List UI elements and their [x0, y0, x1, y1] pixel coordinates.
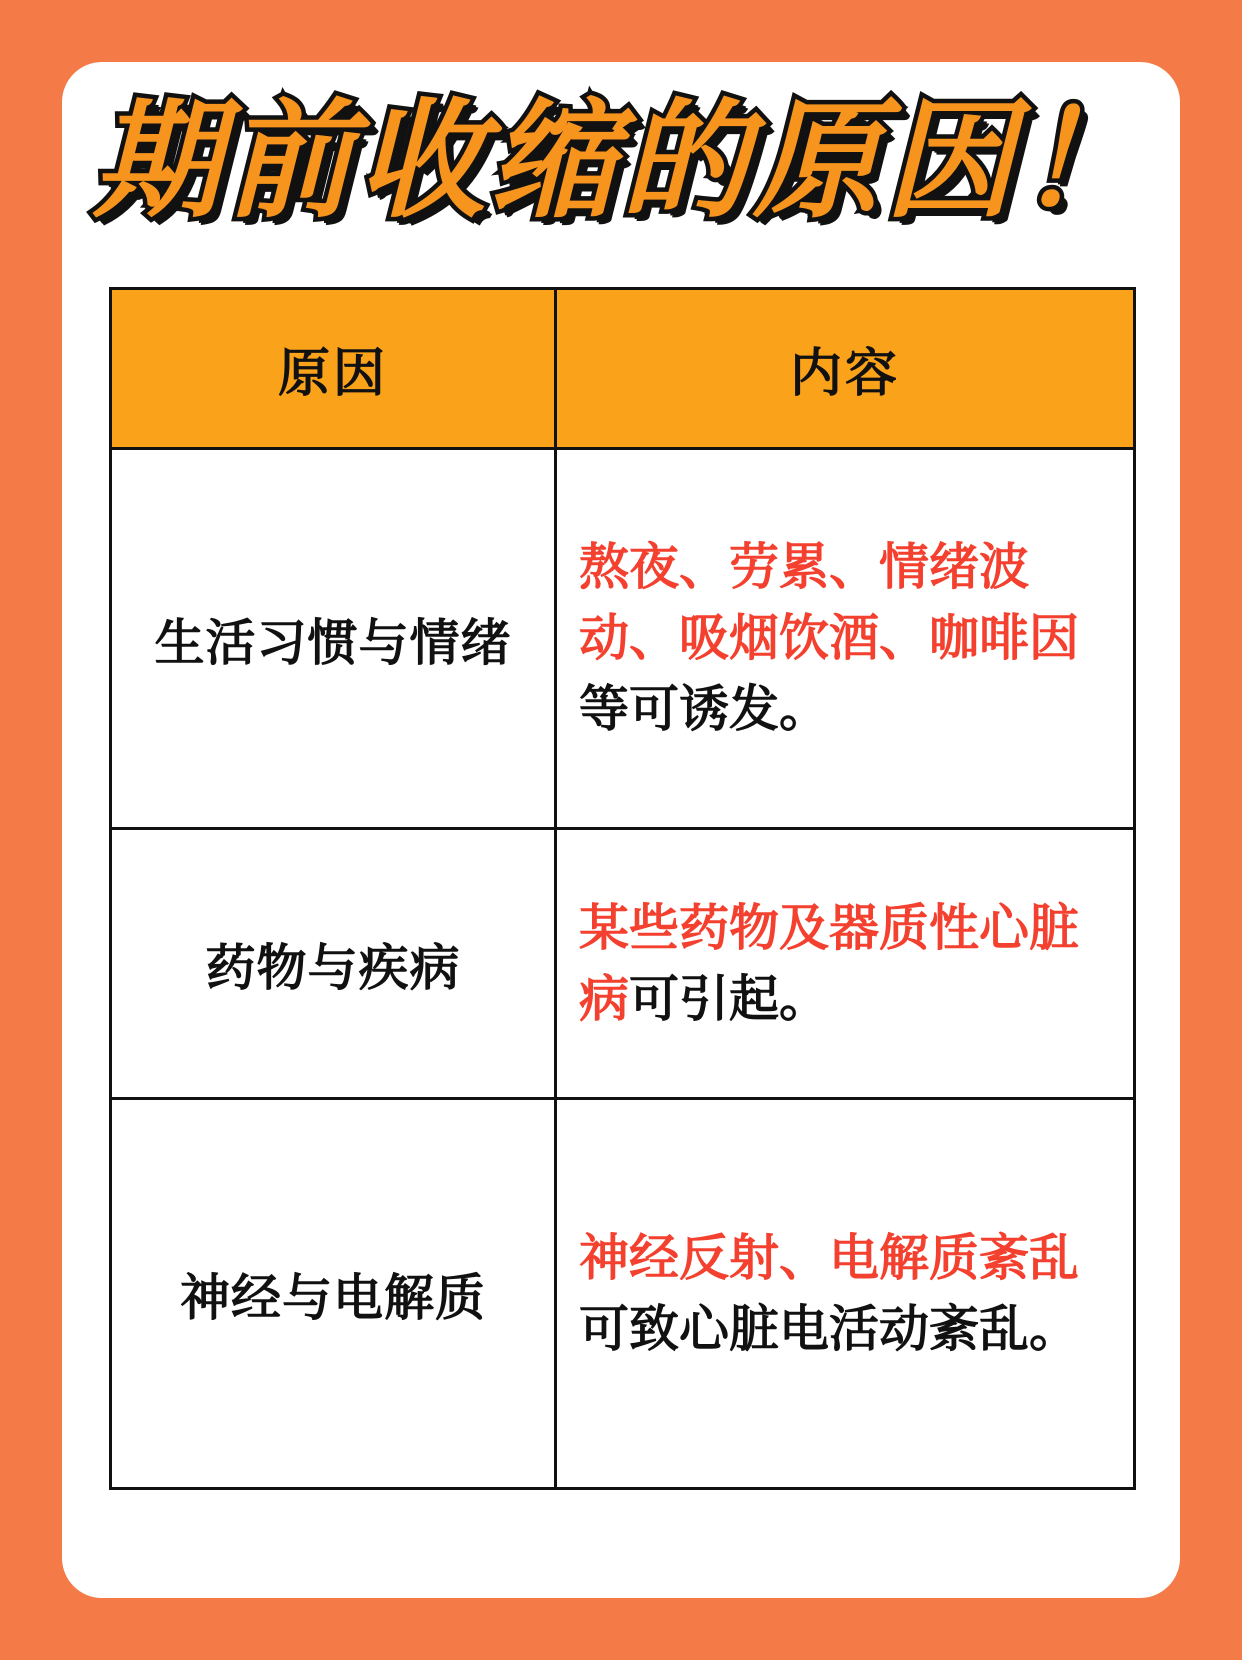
page-title	[62, 76, 1180, 249]
table-header	[111, 289, 1135, 449]
table-row	[111, 829, 1135, 1099]
detail-rest: 可引起。	[629, 970, 829, 1027]
poster-card	[62, 62, 1180, 1598]
cause-cell: 药物与疾病	[111, 829, 556, 1099]
detail-highlight: 熬夜、劳累、情绪波动、吸烟饮酒、咖啡因	[579, 539, 1079, 666]
detail-cell	[556, 829, 1135, 1099]
table-body	[111, 449, 1135, 1489]
table-row	[111, 449, 1135, 829]
causes-table	[109, 287, 1136, 1490]
detail-cell	[556, 1099, 1135, 1489]
cause-cell: 神经与电解质	[111, 1099, 556, 1489]
cause-cell: 生活习惯与情绪	[111, 449, 556, 829]
detail-rest: 等可诱发。	[579, 681, 829, 737]
table-row	[111, 1099, 1135, 1489]
table-header-row	[111, 289, 1135, 449]
detail-highlight: 神经反射、电解质紊乱	[579, 1229, 1079, 1286]
column-header-content: 内容	[556, 289, 1135, 449]
detail-rest: 可致心脏电活动紊乱。	[579, 1300, 1079, 1357]
detail-cell	[556, 449, 1135, 829]
detail-highlight: 某些药物及器质性心脏病	[579, 899, 1079, 1027]
page-title-text: 期前收缩的原因！	[92, 87, 1149, 236]
column-header-cause: 原因	[111, 289, 556, 449]
